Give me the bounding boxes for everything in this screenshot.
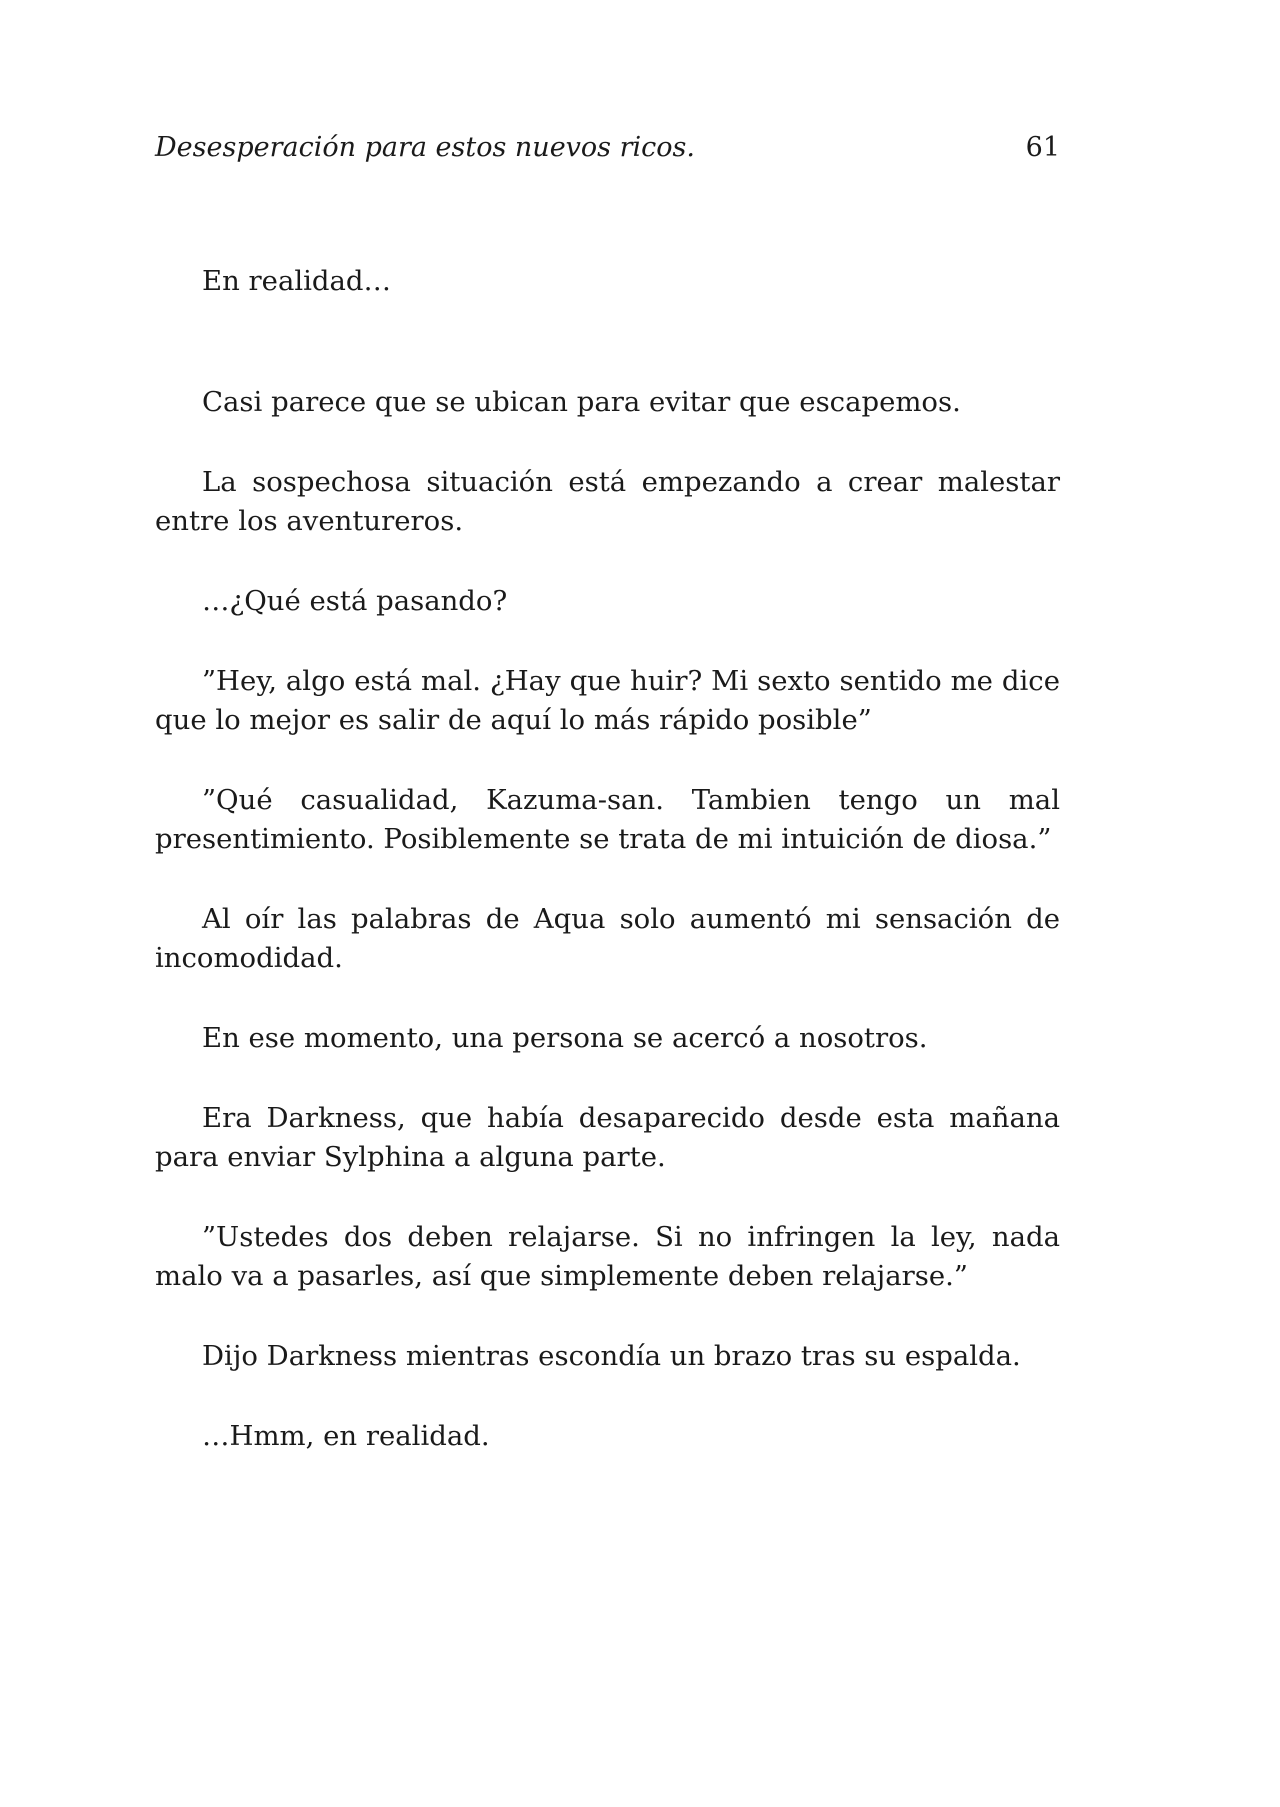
paragraph: ”Qué casualidad, Kazuma-san. Tambien tengo un mal presentimiento. Posiblemente se trata de mi intuición de diosa.” [155, 784, 1060, 855]
paragraph: En ese momento, una persona se acercó a nosotros. [202, 1022, 928, 1054]
book-page [155, 0, 1060, 1807]
paragraph: En realidad… [202, 265, 392, 297]
page-body [155, 262, 1060, 1497]
paragraph: Era Darkness, que había desaparecido desde esta mañana para enviar Sylphina a alguna parte. [155, 1102, 1060, 1173]
paragraph: ”Ustedes dos deben relajarse. Si no infringen la ley, nada malo va a pasarles, así que simplemente deben relajarse.” [155, 1221, 1060, 1292]
paragraph: Dijo Darkness mientras escondía un brazo tras su espalda. [202, 1340, 1021, 1372]
paragraph: …Hmm, en realidad. [202, 1420, 490, 1452]
paragraph: ”Hey, algo está mal. ¿Hay que huir? Mi sexto sentido me dice que lo mejor es salir de aquí lo más rápido posible” [155, 665, 1060, 736]
paragraph: Casi parece que se ubican para evitar que escapemos. [202, 386, 961, 418]
page-number: 61 [1025, 132, 1060, 163]
running-title: Desesperación para estos nuevos ricos. [155, 132, 695, 163]
paragraph: …¿Qué está pasando? [202, 585, 508, 617]
paragraph: La sospechosa situación está empezando a crear malestar entre los aventureros. [155, 466, 1060, 537]
running-header [155, 130, 1060, 166]
paragraph: Al oír las palabras de Aqua solo aumentó mi sensación de incomodidad. [155, 903, 1060, 974]
